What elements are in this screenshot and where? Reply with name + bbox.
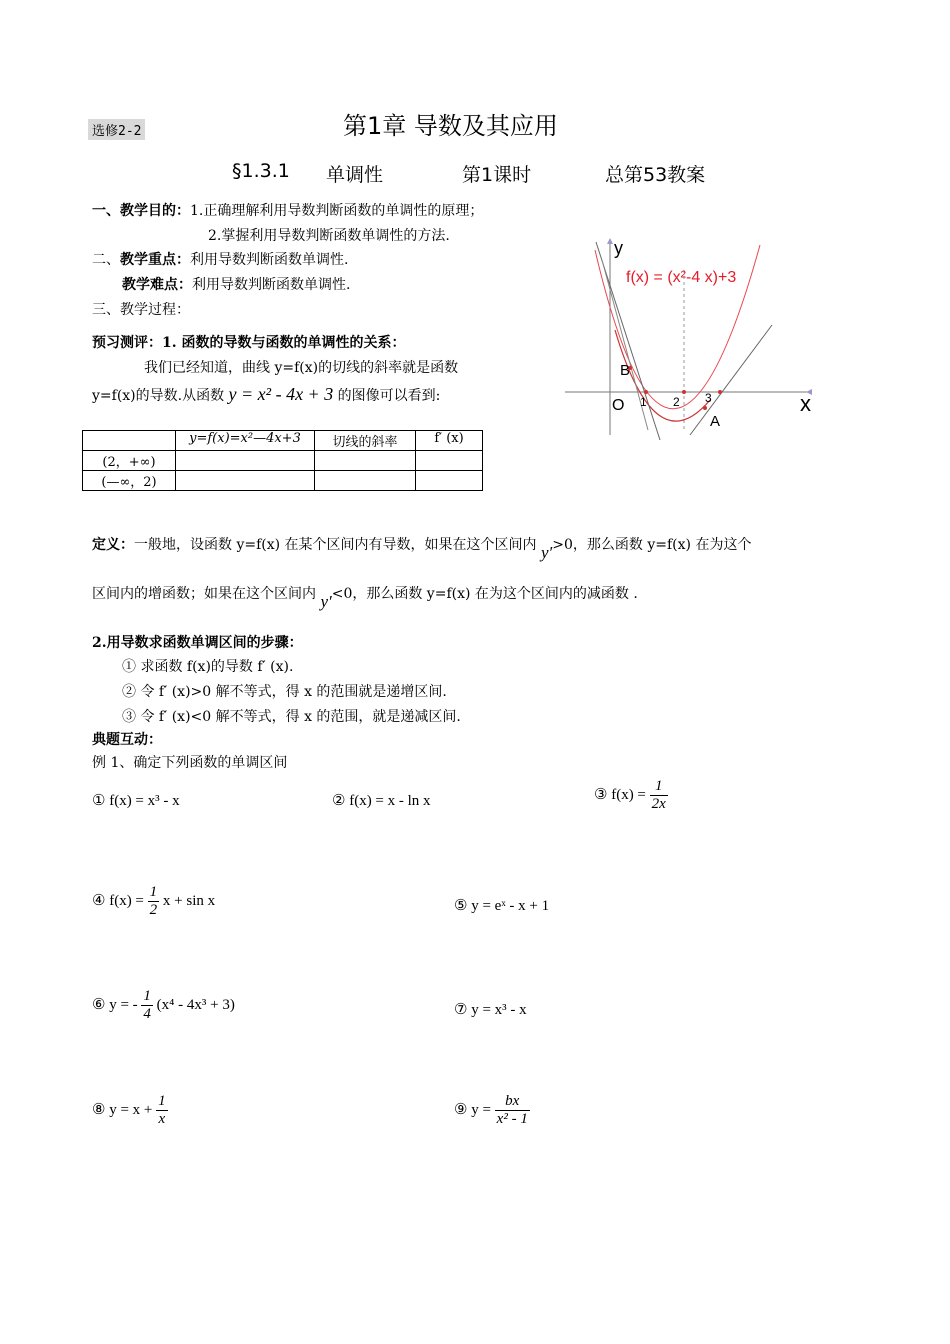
example-3-prefix: ③ f(x) = <box>594 786 646 803</box>
point-a-label: A <box>710 413 721 430</box>
step-1: ① 求函数 f(x)的导数 f′ (x). <box>122 659 294 675</box>
difficulty-text: 利用导数判断函数单调性. <box>192 277 351 293</box>
example-4-suffix: x + sin x <box>162 892 216 909</box>
definition-line-1 <box>92 534 752 562</box>
example-8 <box>92 1093 168 1128</box>
difficulty-line <box>122 274 350 294</box>
denominator: x <box>158 1111 166 1127</box>
objective-2: 2.掌握利用导数判断函数单调性的方法. <box>208 228 450 244</box>
table-cell <box>176 471 315 491</box>
process-label: 三、教学过程： <box>92 302 190 318</box>
table-cell: (—∞，2) <box>83 471 176 491</box>
denominator: 4 <box>143 1006 151 1022</box>
example-6-prefix: ⑥ y = - <box>92 996 138 1013</box>
fraction <box>495 1093 530 1128</box>
preview-formula: y = x² - 4x + 3 <box>228 384 334 404</box>
table-row <box>83 471 483 491</box>
point-a <box>703 406 707 410</box>
y-prime-symbol: y′ <box>320 592 332 611</box>
section-topic: 单调性 <box>326 164 384 186</box>
tick-label: 1 <box>640 395 647 409</box>
table-header-cell: y=f(x)=x²—4x+3 <box>176 431 315 451</box>
definition-line-2 <box>92 583 638 611</box>
example-5: ⑤ y = eˣ - x + 1 <box>454 898 550 914</box>
numerator: 1 <box>158 1093 166 1109</box>
example-4-prefix: ④ f(x) = <box>92 892 144 909</box>
numerator: 1 <box>149 884 158 900</box>
example-2: ② f(x) = x - ln x <box>332 793 431 809</box>
point-x1 <box>644 390 648 394</box>
preview-para-1: 我们已经知道，曲线 y=f(x)的切线的斜率就是函数 <box>144 360 459 376</box>
table-row <box>83 451 483 471</box>
definition-text-1b: >0，那么函数 y=f(x) 在为这个 <box>552 537 752 553</box>
step-3: ③ 令 f′ (x)<0 解不等式，得 x 的范围，就是递减区间. <box>122 709 461 725</box>
denominator: 2 <box>149 902 158 918</box>
definition-text-2a: 区间内的增函数；如果在这个区间内 <box>92 586 316 602</box>
examples-intro: 例 1、确定下列函数的单调区间 <box>92 755 288 771</box>
objectives-block <box>92 200 483 220</box>
example-7: ⑦ y = x³ - x <box>454 1002 527 1018</box>
table-header-row <box>83 431 483 451</box>
table-cell <box>416 451 483 471</box>
table-header-cell: f′ (x) <box>416 431 483 451</box>
example-6-suffix: (x⁴ - 4x³ + 3) <box>156 996 235 1013</box>
lesson-number: 第1课时 <box>462 164 532 186</box>
numerator: 1 <box>650 778 668 796</box>
fraction <box>148 884 160 919</box>
definition-text-1a: 一般地，设函数 y=f(x) 在某个区间内有导数，如果在这个区间内 <box>134 537 537 553</box>
plan-number: 总第53教案 <box>605 164 706 186</box>
table-cell <box>315 471 416 491</box>
example-6 <box>92 988 235 1023</box>
fraction <box>650 778 668 813</box>
table-cell <box>416 471 483 491</box>
point-b-label: B <box>620 362 631 379</box>
y-axis-label: y <box>614 238 623 258</box>
definition-label: 定义： <box>92 537 134 553</box>
table-header-cell: 切线的斜率 <box>315 431 416 451</box>
example-1: ① f(x) = x³ - x <box>92 793 180 809</box>
example-3 <box>594 778 668 813</box>
definition-text-2b: <0， <box>331 586 367 602</box>
denominator: 2x <box>651 796 666 812</box>
table-cell <box>176 451 315 471</box>
example-9-prefix: ⑨ y = <box>454 1101 491 1118</box>
function-label: f(x) = (x²-4 x)+3 <box>626 269 737 286</box>
fraction <box>141 988 153 1023</box>
y-axis-arrow <box>607 238 613 244</box>
example-8-prefix: ⑧ y = x + <box>92 1101 153 1118</box>
preview-label: 预习测评：1. 函数的导数与函数的单调性的关系： <box>92 335 406 351</box>
difficulty-label: 教学难点： <box>122 277 192 293</box>
objectives-label: 一、教学目的： <box>92 203 190 219</box>
tick-label: 2 <box>673 395 680 409</box>
step-2: ② 令 f′ (x)>0 解不等式，得 x 的范围就是递增区间. <box>122 684 447 700</box>
table-header-cell <box>83 431 176 451</box>
denominator: x² - 1 <box>496 1111 528 1127</box>
course-tag: 选修2-2 <box>88 119 145 140</box>
example-9 <box>454 1093 530 1128</box>
tangent-line-a <box>690 325 772 435</box>
preview-para-2a: y=f(x)的导数.从函数 <box>92 388 225 404</box>
parabola-graph <box>560 230 820 440</box>
origin-label: O <box>612 397 625 414</box>
key-point-line <box>92 249 348 269</box>
y-prime-symbol: y′ <box>541 543 553 562</box>
slope-table <box>82 430 483 491</box>
key-point-prefix: 二、 <box>92 252 120 268</box>
point-x3 <box>718 390 722 394</box>
chapter-title: 第1章 导数及其应用 <box>343 112 558 140</box>
preview-para-2b: 的图像可以看到: <box>337 388 441 404</box>
x-axis-label: x <box>800 391 811 416</box>
section-number: §1.3.1 <box>232 160 290 182</box>
steps-title: 2.用导数求函数单调区间的步骤： <box>92 635 303 651</box>
example-4 <box>92 884 215 919</box>
tick-label: 3 <box>705 391 712 405</box>
numerator: bx <box>495 1093 530 1111</box>
numerator: 1 <box>143 988 151 1004</box>
point-x2 <box>682 390 686 394</box>
definition-text-2c: 那么函数 y=f(x) 在为这个区间内的减函数 . <box>366 586 638 602</box>
table-cell: (2，+∞) <box>83 451 176 471</box>
table-cell <box>315 451 416 471</box>
fraction <box>156 1093 168 1128</box>
key-point-label: 教学重点： <box>120 252 190 268</box>
objective-1: 1.正确理解利用导数判断函数的单调性的原理； <box>190 203 484 219</box>
examples-heading: 典题互动： <box>92 732 162 748</box>
key-point-text: 利用导数判断函数单调性. <box>190 252 349 268</box>
preview-para-2 <box>92 384 440 405</box>
